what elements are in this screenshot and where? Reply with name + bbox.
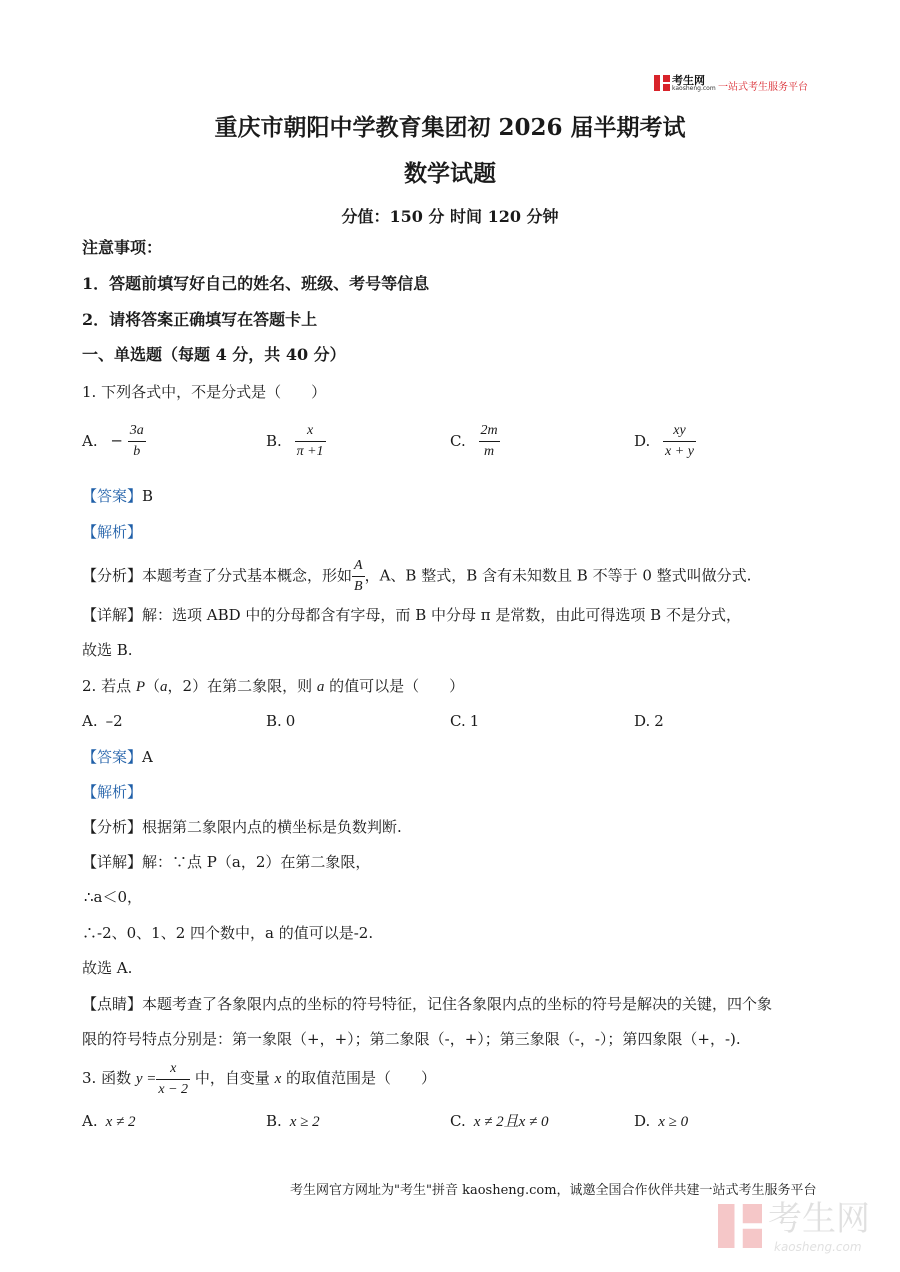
watermark-domain: kaosheng.com — [774, 1240, 862, 1254]
q1-option-c[interactable] — [450, 423, 500, 460]
option-label: A. — [82, 712, 98, 730]
option-label: B. — [266, 712, 282, 730]
header-logo — [654, 74, 814, 94]
stem-text: （ — [145, 677, 161, 695]
q3-option-a[interactable] — [82, 1111, 136, 1132]
section-heading: 一、单选题（每题 4 分，共 40 分） — [82, 345, 346, 364]
q2-answer — [82, 747, 153, 767]
q1-conclusion: 故选 B. — [82, 641, 133, 659]
fraction-numerator: 2m — [479, 423, 500, 442]
option-text: 2 — [654, 712, 664, 730]
watermark-text: 考生网 — [768, 1199, 870, 1239]
exam-subtitle: 数学试题 — [404, 160, 496, 187]
option-prefix: − — [110, 431, 123, 450]
xiangjie-text: 解：选项 ABD 中的分母都含有字母，而 B 中分母 π 是常数，由此可得选项 B 不是分式， — [142, 606, 741, 624]
fenxi-text-a: 本题考查了分式基本概念，形如 — [142, 566, 353, 585]
q2-analysis-tag: 【解析】 — [82, 783, 143, 801]
q1-fenxi — [82, 558, 751, 595]
fenxi-tag: 【分析】 — [82, 566, 143, 585]
option-text: x ≠ 2且x ≠ 0 — [473, 1114, 549, 1130]
fraction-numerator: A — [352, 558, 365, 577]
option-text: –2 — [105, 712, 123, 730]
option-label: B. — [266, 431, 282, 450]
logo-text: 考生网 — [672, 74, 705, 87]
option-fraction — [663, 423, 696, 460]
answer-tag: 【答案】 — [82, 748, 143, 766]
fraction-numerator: x — [156, 1061, 190, 1080]
q2-step-1: ∴a＜0， — [84, 888, 143, 906]
variable-a: a — [160, 679, 168, 695]
option-text: 1 — [469, 712, 480, 730]
q2-option-c[interactable] — [450, 711, 479, 731]
fenxi-text-b: ，A、B 整式，B 含有未知数且 B 不等于 0 整式叫做分式. — [364, 566, 752, 585]
notes-heading: 注意事项： — [82, 238, 163, 257]
q3-option-d[interactable] — [634, 1111, 688, 1132]
point-label: P — [135, 679, 146, 695]
dianjing-text: 本题考查了各象限内点的坐标的符号特征，记住各象限内点的坐标的符号是解决的关键，四个象 — [142, 995, 773, 1013]
logo-slogan: 一站式考生服务平台 — [718, 82, 808, 93]
fraction-denominator: B — [354, 579, 363, 594]
notes-item-1: 1．答题前填写好自己的姓名、班级、考号等信息 — [82, 274, 430, 293]
option-fraction — [295, 423, 326, 460]
q3-option-b[interactable] — [266, 1111, 320, 1132]
answer-tag: 【答案】 — [82, 487, 143, 505]
q1-option-b[interactable] — [266, 423, 326, 460]
q1-xiangjie — [82, 605, 741, 625]
q2-conclusion: 故选 A. — [82, 959, 133, 977]
option-label: B. — [266, 1112, 282, 1130]
q1-stem: 1. 下列各式中，不是分式是（ ） — [82, 383, 327, 401]
dianjing-tag: 【点睛】 — [82, 995, 143, 1013]
option-fraction — [479, 423, 500, 460]
option-label: C. — [450, 431, 466, 450]
q2-xiangjie — [82, 852, 370, 872]
fenxi-tag: 【分析】 — [82, 818, 143, 836]
option-text: 0 — [285, 712, 296, 730]
answer-value: B — [142, 487, 154, 505]
fraction-numerator: 3a — [128, 423, 146, 442]
page-footer: 考生网官方网址为"考生"拼音 kaosheng.com，诚邀全国合作伙伴共建一站式考生服务平台 — [290, 1183, 817, 1198]
variable-x: x — [274, 1071, 282, 1087]
stem-text: 的取值范围是（ ） — [281, 1069, 437, 1087]
xiangjie-text: 解：∵点 P（a，2）在第二象限， — [142, 853, 371, 871]
kaosheng-watermark-icon — [718, 1204, 762, 1248]
q2-option-b[interactable] — [266, 711, 295, 731]
q3-option-c[interactable] — [450, 1111, 549, 1132]
exam-meta: 分值：150 分 时间 120 分钟 — [341, 207, 559, 226]
q3-stem — [82, 1060, 436, 1098]
q1-option-d[interactable] — [634, 423, 696, 460]
option-label: C. — [450, 1112, 466, 1130]
answer-value: A — [142, 748, 153, 766]
fraction-denominator: x − 2 — [158, 1081, 189, 1097]
q1-analysis-tag: 【解析】 — [82, 523, 143, 541]
option-label: A. — [82, 1112, 98, 1130]
q2-dianjing-1 — [82, 994, 772, 1014]
q2-dianjing-2: 限的符号特点分别是：第一象限（+，+）；第二象限（-，+）；第三象限（-，-）；第四象限（+，-). — [82, 1030, 741, 1048]
q2-option-d[interactable] — [634, 711, 664, 731]
option-text: x ≥ 0 — [658, 1114, 689, 1130]
option-fraction — [128, 423, 146, 460]
fenxi-text: 根据第二象限内点的横坐标是负数判断. — [142, 818, 402, 836]
exam-title: 重庆市朝阳中学教育集团初 2026 届半期考试 — [214, 114, 686, 141]
variable-a: a — [316, 679, 325, 695]
stem-text: 的值可以是（ ） — [324, 677, 465, 695]
q2-option-a[interactable] — [82, 711, 123, 731]
fenxi-fraction — [352, 558, 365, 595]
option-label: A. — [82, 431, 98, 450]
stem-text: 2. 若点 — [82, 677, 136, 695]
kaosheng-logo-icon — [654, 75, 670, 91]
stem-text: ，2）在第二象限，则 — [167, 677, 317, 695]
watermark — [718, 1198, 888, 1258]
option-label: D. — [634, 712, 651, 730]
notes-item-2: 2．请将答案正确填写在答题卡上 — [82, 310, 318, 329]
function-fraction — [156, 1061, 190, 1098]
fraction-numerator: x — [295, 423, 326, 442]
q2-fenxi — [82, 817, 402, 837]
option-label: D. — [634, 431, 651, 450]
q1-answer — [82, 486, 153, 506]
fraction-numerator: xy — [663, 423, 696, 442]
function-y: y = — [135, 1071, 157, 1087]
q2-step-2: ∴-2、0、1、2 四个数中，a 的值可以是-2. — [82, 924, 374, 942]
option-text: x ≥ 2 — [289, 1114, 320, 1130]
q2-stem — [82, 676, 464, 697]
fraction-denominator: b — [133, 444, 141, 459]
fraction-denominator: x + y — [665, 444, 694, 459]
xiangjie-tag: 【详解】 — [82, 853, 143, 871]
fraction-denominator: π +1 — [296, 444, 324, 459]
fraction-denominator: m — [484, 444, 495, 459]
option-label: C. — [450, 712, 466, 730]
stem-text: 中，自变量 — [190, 1069, 275, 1087]
xiangjie-tag: 【详解】 — [82, 606, 143, 624]
q1-option-a[interactable] — [82, 423, 146, 460]
stem-text: 3. 函数 — [82, 1069, 136, 1087]
logo-domain: kaosheng.com — [672, 85, 716, 92]
option-text: x ≠ 2 — [105, 1114, 136, 1130]
option-label: D. — [634, 1112, 651, 1130]
